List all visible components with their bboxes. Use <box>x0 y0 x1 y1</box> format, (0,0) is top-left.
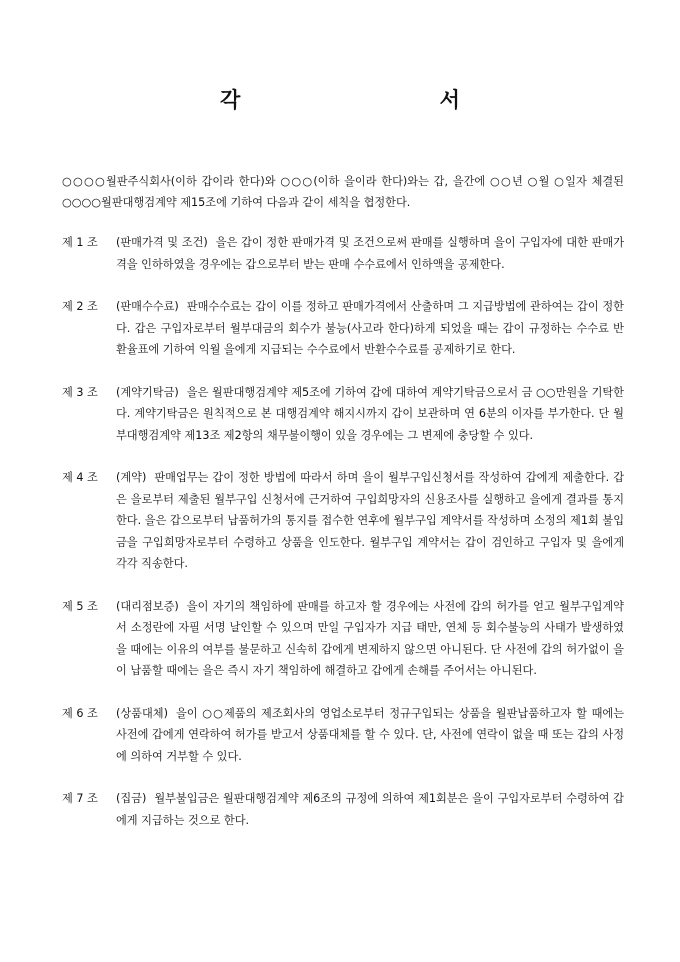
article-heading: (집금) <box>116 792 147 805</box>
article-text: 을은 월판대행검계약 제5조에 기하여 갑에 대하여 계약기탁금으로서 금 ○○만원을 기탁한다. 계약기탁금은 원칙적으로 본 대행검계약 해지시까지 갑이 보관하며 연 6분의 이자를 부가한다. 단 월부대행검계약 제13조 제2항의 채무불이행이 있을 경우에는 그 변제에 충당할 수 있다. <box>116 385 624 442</box>
article-number: 제 3 조 <box>62 385 98 399</box>
article-heading: (판매수수료) <box>116 300 179 313</box>
article-body <box>116 788 624 831</box>
intro-paragraph: ○○○○월판주식회사(이하 갑이라 한다)와 ○○○(이하 을이라 한다)와는 갑, 을간에 ○○년 ○월 ○일자 체결된 ○○○○월판대행검계약 제15조에 기하여 다음과 같이 세칙을 협정한다. <box>62 175 624 209</box>
article-body <box>116 596 624 682</box>
document-title: 각 서 <box>220 87 556 112</box>
article-6 <box>62 703 624 768</box>
article-number: 제 7 조 <box>62 792 98 805</box>
article-5 <box>62 596 624 682</box>
article-body <box>116 467 624 575</box>
articles-list <box>62 232 624 831</box>
article-text: 월부불입금은 월판대행검계약 제6조의 규정에 의하여 제1회분은 을이 구입자로부터 수령하여 갑에게 지급하는 것으로 한다. <box>116 792 624 827</box>
article-number: 제 5 조 <box>62 599 98 613</box>
article-4 <box>62 467 624 575</box>
article-body <box>116 382 624 447</box>
article-7 <box>62 788 624 831</box>
article-3 <box>62 382 624 447</box>
article-1 <box>62 232 624 275</box>
article-number: 제 4 조 <box>62 471 98 484</box>
article-heading: (상품대체) <box>116 706 168 720</box>
article-heading: (계약기탁금) <box>116 385 179 399</box>
article-2 <box>62 296 624 361</box>
article-text: 을은 갑이 정한 판매가격 및 조건으로써 판매를 실행하며 을이 구입자에 대한 판매가격을 인하하였을 경우에는 갑으로부터 받는 판매 수수료에서 인하액을 공제한다. <box>116 236 624 271</box>
article-text: 판매수수료는 갑이 이를 정하고 판매가격에서 산출하며 그 지급방법에 관하여는 갑이 정한다. 갑은 구입자로부터 월부대금의 회수가 불능(사고라 한다)하게 되었을 때는 갑이 규정하는 수수료 반환율표에 기하여 익월 을에게 지급되는 수수료에서 반환수수료를 공제하기로 한다. <box>116 300 624 356</box>
article-number: 제 2 조 <box>62 300 98 313</box>
article-heading: (대리점보증) <box>116 599 179 613</box>
article-body <box>116 296 624 361</box>
article-heading: (계약) <box>116 471 147 484</box>
article-number: 제 6 조 <box>62 706 98 720</box>
article-text: 을이 ○○제품의 제조회사의 영업소로부터 정규구입되는 상품을 월판납품하고자 할 때에는 사전에 갑에게 연락하여 허가를 받고서 상품대체를 할 수 있다. 단, 사전에 연락이 없을 때 또는 갑의 사정에 의하여 거부할 수 있다. <box>116 706 624 763</box>
article-number: 제 1 조 <box>62 236 98 249</box>
article-body <box>116 232 624 275</box>
article-heading: (판매가격 및 조건) <box>116 236 208 249</box>
article-text: 을이 자기의 책임하에 판매를 하고자 할 경우에는 사전에 갑의 허가를 얻고 월부구입계약서 소정란에 자필 서명 날인할 수 있으며 만일 구입자가 지급 태만, 연체 등 회수불능의 사태가 발생하였을 때에는 이유의 여부를 불문하고 신속히 갑에게 변제하지 않으면 아니된다. 단 사전에 갑의 허가없이 을이 납품할 때에는 을은 즉시 자기 책임하에 해결하고 갑에게 손해를 주어서는 아니된다. <box>116 599 624 677</box>
article-text: 판매업무는 갑이 정한 방법에 따라서 하며 을이 월부구입신청서를 작성하여 갑에게 제출한다. 갑은 을로부터 제출된 월부구입 신청서에 근거하여 구입희망자의 신용조사를 실행하고 을에게 결과를 통지한다. 을은 갑으로부터 납품허가의 통지를 접수한 연후에 월부구입 계약서를 작성하며 소정의 제1회 불입금을 구입희망자로부터 수령하고 상품을 인도한다. 월부구입 계약서는 갑이 검인하고 구입자 및 을에게 각각 직송한다. <box>116 471 624 570</box>
article-body <box>116 703 624 768</box>
